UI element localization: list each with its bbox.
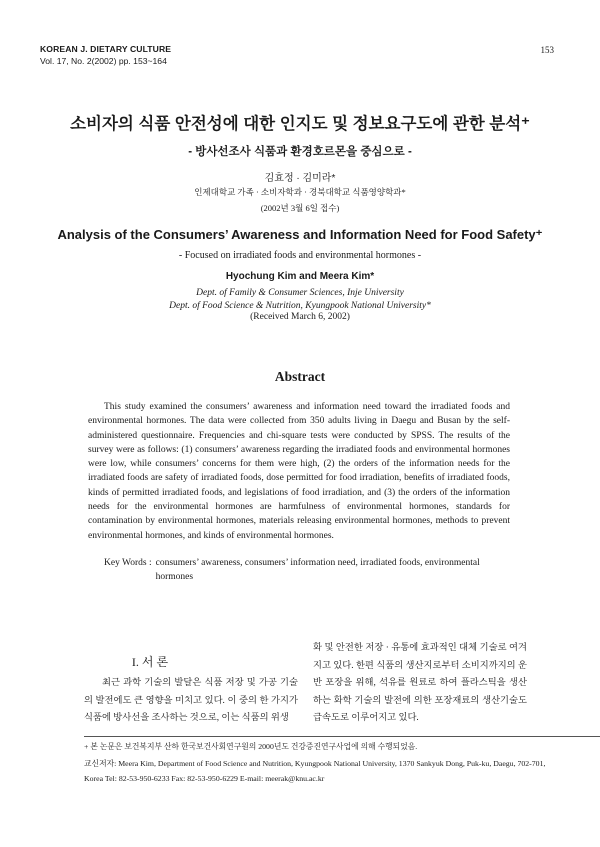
affiliation-line-2: Dept. of Food Science & Nutrition, Kyungpook National University* xyxy=(169,300,431,311)
journal-volume: Vol. 17, No. 2(2002) pp. 153~164 xyxy=(40,56,167,66)
abstract-body: This study examined the consumers’ awareness and information need toward the irradiated foods and environmental hormones. The data were collected from 350 adults living in Daegu and Busan by the self-administered questionnaire. Frequencies and chi-square tests were conducted by SPSS. The results of the survey were as follows: (1) consumers’ awareness regarding the irradiated foods and environmental hormones were low, while consumers’ concerns for them were high, (2) the orders of the information needs for the irradiated foods are safety of irradiated foods, dose permitted for food irradiation, benefits of irradiated foods, kinds of permitted irradiated foods, and legislations of food irradiation, and (3) the orders of the information needs for the environmental hormones are harmfulness of environmental hormones, standards for contamination by environmental hormones, materials releasing environmental hormones, methods to prevent environmental hormones, and kinds of environmental hormones. xyxy=(88,402,510,541)
korean-authors: 김효정 · 김미라* xyxy=(264,173,336,184)
keywords-list: consumers’ awareness, consumers’ information need, irradiated foods, environmental hormones xyxy=(155,558,480,582)
korean-affiliation: 인제대학교 가족 · 소비자학과 · 경북대학교 식품영양학과* xyxy=(194,187,406,197)
page-number: 153 xyxy=(540,45,554,55)
english-received-date: (Received March 6, 2002) xyxy=(250,312,350,322)
korean-title: 소비자의 식품 안전성에 대한 인지도 및 정보요구도에 관한 분석⁺ xyxy=(70,115,530,133)
english-affiliation xyxy=(0,287,600,312)
journal-name: KOREAN J. DIETARY CULTURE xyxy=(40,44,172,54)
funding-footnote: + 본 논문은 보건복지부 산하 한국보건사회연구원의 2000년도 건강증진연구사업에 의해 수행되었음. xyxy=(84,742,418,751)
keywords-label: Key Words : xyxy=(104,558,152,568)
english-title: Analysis of the Consumers’ Awareness and Information Need for Food Safety⁺ xyxy=(57,227,543,242)
korean-received-date: (2002년 3월 6일 접수) xyxy=(260,203,340,213)
abstract-heading: Abstract xyxy=(274,369,326,384)
english-authors: Hyochung Kim and Meera Kim* xyxy=(225,271,375,282)
footnote-divider xyxy=(84,736,600,737)
affiliation-line-1: Dept. of Family & Consumer Sciences, Inje University xyxy=(196,288,404,298)
korean-subtitle: - 방사선조사 식품과 환경호르몬을 중심으로 - xyxy=(188,146,412,158)
journal-header xyxy=(40,43,171,67)
english-subtitle: - Focused on irradiated foods and environmental hormones - xyxy=(178,250,422,261)
introduction-heading: I. 서 론 xyxy=(131,655,169,669)
keywords xyxy=(104,556,514,584)
correspondence-footnote: 교신저자: Meera Kim, Department of Food Science and Nutrition, Kyungpook National University, 1370 Sankyuk Dong, Puk-ku, Daegu, 702-701, Korea Tel: 82-53-950-6233 Fax: 82-53-950-6229 E-mail: meerak@knu.ac.kr xyxy=(84,759,546,783)
body-column-left: 최근 과학 기술의 발달은 식품 저장 및 가공 기술의 발전에도 큰 영향을 미치고 있다. 이 중의 한 가지가 식품에 방사선을 조사하는 것으로, 이는 식품의 위생 xyxy=(84,678,298,724)
body-column-right: 화 및 안전한 저장 · 유통에 효과적인 대체 기술로 여겨지고 있다. 한편 식품의 생산지로부터 소비지까지의 운반 포장을 위해, 석유를 원료로 하여 플라스틱을 생산하는 화학 기술의 발전에 의한 포장재료의 생산기술도 급속도로 이루어지고 있다. xyxy=(313,643,527,724)
